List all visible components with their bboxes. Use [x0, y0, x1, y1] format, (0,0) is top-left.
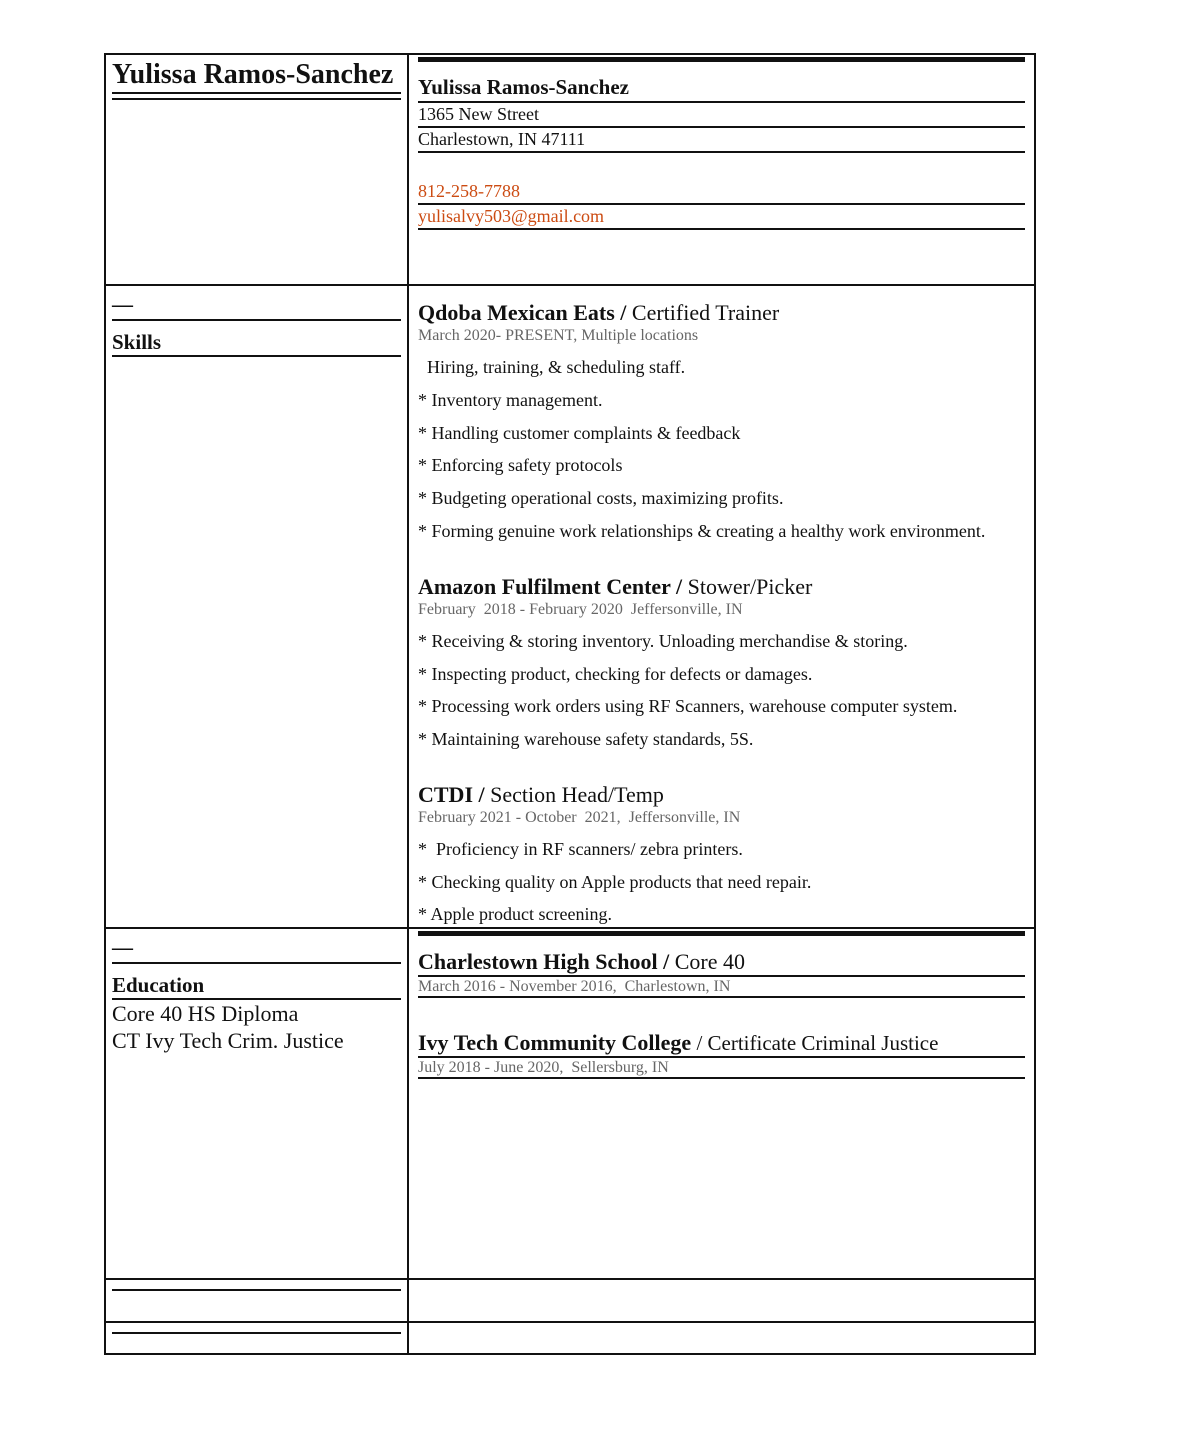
- footer-rule: [112, 1289, 401, 1291]
- email-address[interactable]: yulisalvy503@gmail.com: [418, 206, 605, 226]
- contact-name: Yulissa Ramos-Sanchez: [418, 75, 630, 99]
- education-entry-rule: [418, 1056, 1025, 1058]
- phone-number[interactable]: 812-258-7788: [418, 181, 520, 201]
- table-row-divider: [104, 1278, 1036, 1280]
- table-border-bottom: [104, 1353, 1036, 1355]
- left-name-heading: Yulissa Ramos-Sanchez: [112, 59, 394, 90]
- school-name: Ivy Tech Community College: [418, 1030, 692, 1055]
- job-bullet: * Checking quality on Apple products that need repair.: [418, 872, 812, 892]
- contact-rule: [418, 126, 1025, 128]
- footer-rule: [112, 1332, 401, 1334]
- school-dates: March 2016 - November 2016, Charlestown, IN: [418, 978, 731, 995]
- job-company: CTDI /: [418, 782, 485, 807]
- education-item: Core 40 HS Diploma: [112, 1001, 299, 1026]
- job-bullet: * Receiving & storing inventory. Unloading merchandise & storing.: [418, 631, 908, 651]
- school-name: Charlestown High School /: [418, 949, 670, 974]
- job-bullet: * Processing work orders using RF Scanners, warehouse computer system.: [418, 696, 958, 716]
- skills-heading: Skills: [112, 330, 162, 354]
- table-row-divider: [104, 284, 1036, 286]
- job-dates: February 2018 - February 2020 Jeffersonville, IN: [418, 601, 743, 618]
- job-bullet: * Maintaining warehouse safety standards, 5S.: [418, 729, 754, 749]
- school-dates: July 2018 - June 2020, Sellersburg, IN: [418, 1059, 669, 1076]
- table-row-divider: [104, 1321, 1036, 1323]
- left-name-rule: [112, 92, 401, 94]
- education-entry-rule: [418, 1077, 1025, 1079]
- job-heading: [418, 574, 812, 600]
- table-border-middle: [407, 53, 409, 1355]
- education-item: CT Ivy Tech Crim. Justice: [112, 1028, 344, 1053]
- address-city: Charlestown, IN 47111: [418, 129, 586, 149]
- job-bullet: * Proficiency in RF scanners/ zebra printers.: [418, 839, 743, 859]
- education-thick-rule: [418, 931, 1025, 936]
- education-dash: —: [112, 935, 133, 959]
- job-heading: [418, 300, 779, 326]
- job-bullet: * Forming genuine work relationships & creating a healthy work environment.: [418, 521, 986, 541]
- job-bullet: * Enforcing safety protocols: [418, 455, 623, 475]
- job-role: Stower/Picker: [682, 574, 813, 599]
- job-bullet: Hiring, training, & scheduling staff.: [418, 357, 686, 377]
- left-name-rule: [112, 98, 401, 100]
- table-row-divider: [104, 927, 1036, 929]
- education-entry-rule: [418, 975, 1025, 977]
- skills-rule: [112, 355, 401, 357]
- school-program: Core 40: [669, 949, 745, 974]
- job-role: Certified Trainer: [626, 300, 780, 325]
- job-role: Section Head/Temp: [484, 782, 664, 807]
- skills-dash: —: [112, 292, 133, 316]
- education-rule: [112, 998, 401, 1000]
- job-company: Qdoba Mexican Eats /: [418, 300, 627, 325]
- job-company: Amazon Fulfilment Center /: [418, 574, 683, 599]
- school-heading: [418, 949, 745, 975]
- education-rule: [112, 962, 401, 964]
- header-thick-rule: [418, 57, 1025, 62]
- education-heading: Education: [112, 973, 205, 997]
- table-border-top: [104, 53, 1036, 55]
- school-program: / Certificate Criminal Justice: [691, 1031, 939, 1055]
- contact-rule: [418, 151, 1025, 153]
- job-bullet: * Budgeting operational costs, maximizing profits.: [418, 488, 784, 508]
- table-border-left: [104, 53, 106, 1355]
- skills-rule: [112, 319, 401, 321]
- contact-rule: [418, 101, 1025, 103]
- contact-rule: [418, 228, 1025, 230]
- education-entry-rule: [418, 996, 1025, 998]
- job-bullet: * Inspecting product, checking for defects or damages.: [418, 664, 813, 684]
- job-bullet: * Inventory management.: [418, 390, 603, 410]
- address-street: 1365 New Street: [418, 104, 539, 124]
- job-dates: March 2020- PRESENT, Multiple locations: [418, 327, 699, 344]
- contact-rule: [418, 203, 1025, 205]
- job-bullet: * Handling customer complaints & feedback: [418, 423, 741, 443]
- school-heading: [418, 1030, 938, 1056]
- job-dates: February 2021 - October 2021, Jeffersonville, IN: [418, 809, 741, 826]
- table-border-right: [1034, 53, 1036, 1355]
- job-heading: [418, 782, 664, 808]
- job-bullet: * Apple product screening.: [418, 904, 612, 924]
